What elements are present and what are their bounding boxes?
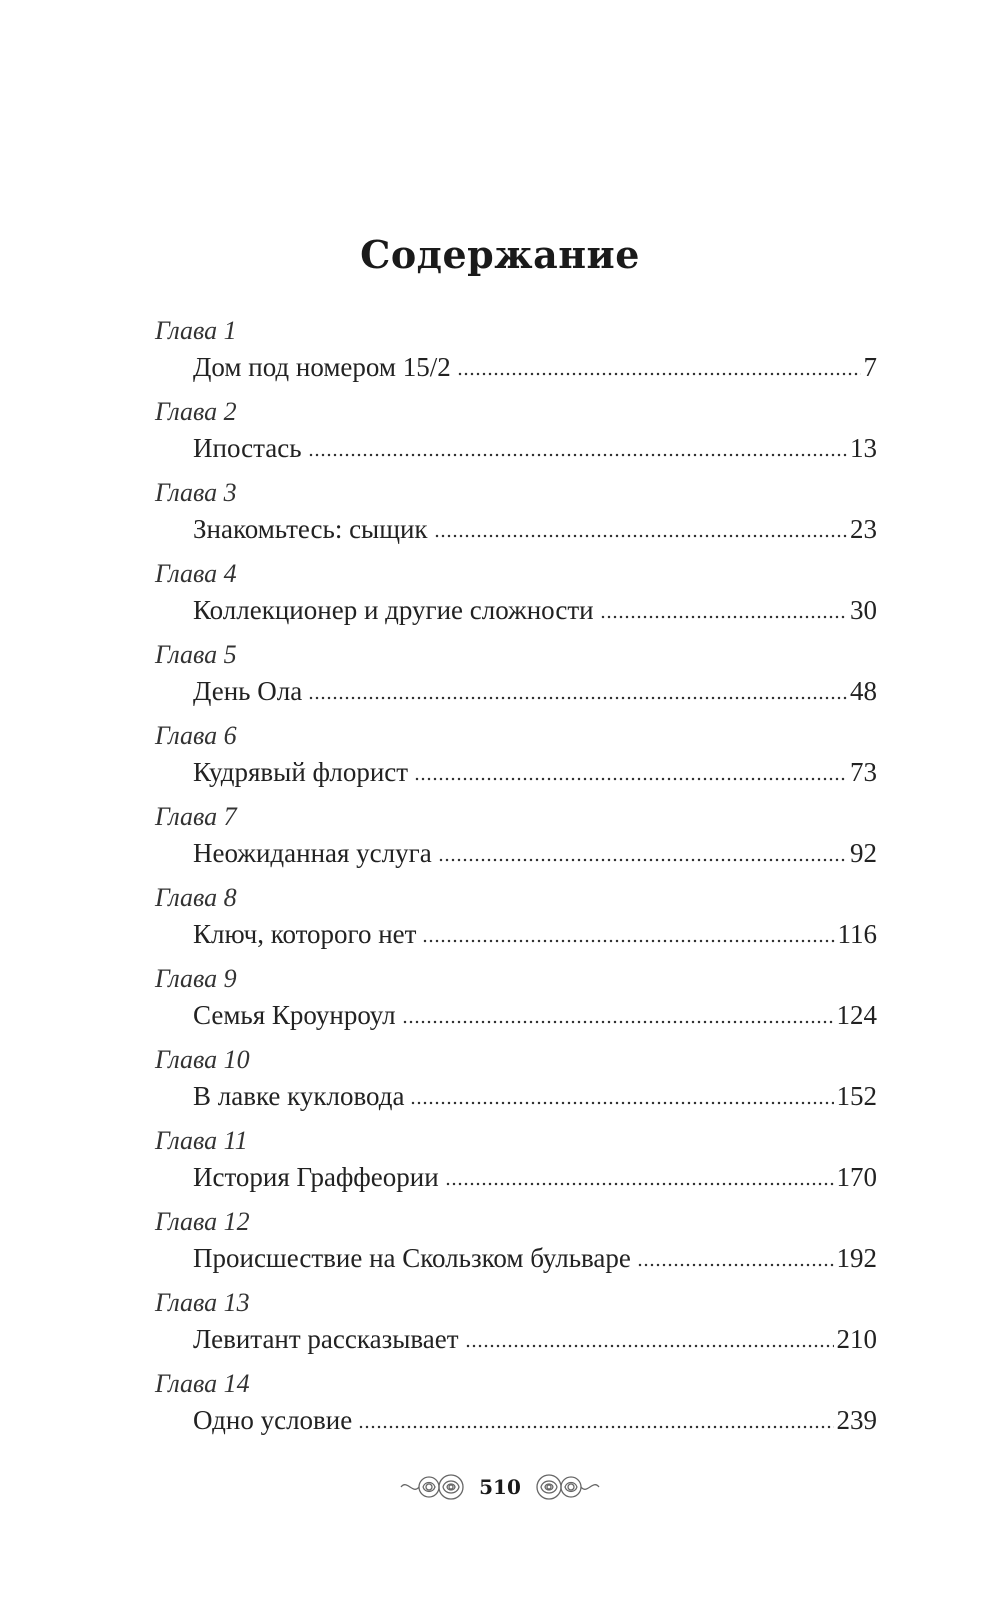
toc-entry <box>193 676 877 707</box>
toc-item <box>155 879 877 960</box>
chapter-label: Глава 10 <box>155 1045 250 1074</box>
toc-item <box>155 1041 877 1122</box>
chapter-label: Глава 13 <box>155 1288 250 1317</box>
toc-entry <box>193 1243 877 1274</box>
toc-entry <box>193 757 877 788</box>
dot-leader <box>410 1101 833 1105</box>
chapter-label: Глава 12 <box>155 1207 250 1236</box>
rose-ornament-icon <box>531 1470 601 1504</box>
chapter-title: Дом под номером 15/2 <box>193 352 451 382</box>
chapter-label: Глава 9 <box>155 964 237 993</box>
chapter-label: Глава 4 <box>155 559 237 588</box>
toc-entry <box>193 352 877 383</box>
chapter-label: Глава 2 <box>155 397 237 426</box>
toc-entry <box>193 919 877 950</box>
toc-item <box>155 393 877 474</box>
chapter-title: История Граффеории <box>193 1162 439 1192</box>
page-ref: 48 <box>850 676 877 706</box>
page-ref: 124 <box>836 1000 877 1030</box>
chapter-label: Глава 1 <box>155 316 237 345</box>
dot-leader <box>414 777 847 781</box>
page-ref: 92 <box>850 838 877 868</box>
chapter-label: Глава 3 <box>155 478 237 507</box>
dot-leader <box>600 615 847 619</box>
page-ref: 23 <box>850 514 877 544</box>
toc-entry <box>193 1324 877 1355</box>
chapter-title: День Ола <box>193 676 303 706</box>
chapter-label: Глава 7 <box>155 802 237 831</box>
toc-entry <box>193 1081 877 1112</box>
chapter-title: Ипостась <box>193 433 302 463</box>
toc-entry <box>193 1162 877 1193</box>
dot-leader <box>358 1425 833 1429</box>
rose-ornament-icon <box>399 1470 469 1504</box>
page-ref: 152 <box>836 1081 877 1111</box>
dot-leader <box>308 696 847 700</box>
toc-entry <box>193 1000 877 1031</box>
page-ref: 30 <box>850 595 877 625</box>
dot-leader <box>457 372 861 376</box>
page-ref: 7 <box>863 352 877 382</box>
toc-item <box>155 1203 877 1284</box>
chapter-title: Кудрявый флорист <box>193 757 409 787</box>
toc-item <box>155 717 877 798</box>
page-ref: 73 <box>850 757 877 787</box>
page-ref: 210 <box>836 1324 877 1354</box>
toc-item <box>155 474 877 555</box>
chapter-title: Ключ, которого нет <box>193 919 417 949</box>
page-footer <box>0 1470 1000 1504</box>
chapter-title: Одно условие <box>193 1405 353 1435</box>
toc-entry <box>193 595 877 626</box>
page-ref: 239 <box>836 1405 877 1435</box>
chapter-title: Коллекционер и другие сложности <box>193 595 594 625</box>
toc-item <box>155 1122 877 1203</box>
toc-entry <box>193 1405 877 1436</box>
toc-item <box>155 1284 877 1365</box>
chapter-label: Глава 11 <box>155 1126 248 1155</box>
dot-leader <box>434 534 847 538</box>
page-ref: 13 <box>850 433 877 463</box>
chapter-title: Знакомьтесь: сыщик <box>193 514 428 544</box>
toc-entry <box>193 838 877 869</box>
toc-entry <box>193 514 877 545</box>
page-ref: 192 <box>836 1243 877 1273</box>
page-title: Содержание <box>360 232 640 277</box>
chapter-title: Семья Кроунроул <box>193 1000 396 1030</box>
chapter-title: Неожиданная услуга <box>193 838 432 868</box>
toc-item <box>155 1365 877 1446</box>
page-ref: 116 <box>837 919 877 949</box>
toc-item <box>155 798 877 879</box>
toc-item <box>155 636 877 717</box>
chapter-label: Глава 8 <box>155 883 237 912</box>
chapter-title: Происшествие на Скользком бульваре <box>193 1243 631 1273</box>
page-number: 510 <box>479 1475 521 1499</box>
chapter-label: Глава 5 <box>155 640 237 669</box>
page-ref: 170 <box>836 1162 877 1192</box>
dot-leader <box>402 1020 834 1024</box>
chapter-title: Левитант рассказывает <box>193 1324 459 1354</box>
dot-leader <box>637 1263 834 1267</box>
toc-item <box>155 555 877 636</box>
dot-leader <box>308 453 847 457</box>
toc-item <box>155 312 877 393</box>
chapter-label: Глава 6 <box>155 721 237 750</box>
dot-leader <box>445 1182 834 1186</box>
dot-leader <box>465 1344 834 1348</box>
toc-entry <box>193 433 877 464</box>
dot-leader <box>438 858 847 862</box>
chapter-label: Глава 14 <box>155 1369 250 1398</box>
chapter-title: В лавке кукловода <box>193 1081 405 1111</box>
table-of-contents <box>155 312 877 1446</box>
toc-item <box>155 960 877 1041</box>
dot-leader <box>422 939 834 943</box>
